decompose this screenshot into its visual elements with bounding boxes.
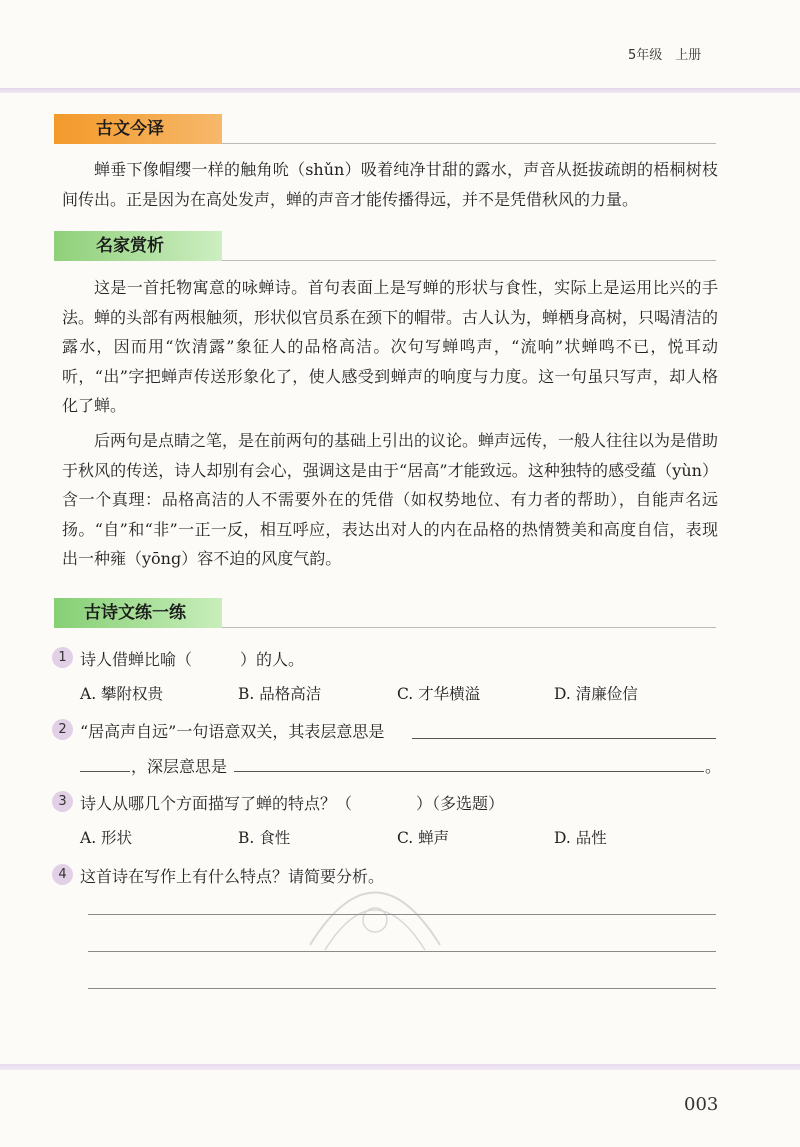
- section-title-practice: 古诗文练一练: [54, 598, 222, 628]
- question-4-text: 这首诗在写作上有什么特点？请简要分析。: [80, 867, 385, 886]
- question-number-4: 4: [52, 864, 73, 885]
- question-1-text: 诗人借蝉比喻（ ）的人。: [80, 650, 305, 669]
- q1-option-a[interactable]: A. 攀附权贵: [80, 685, 164, 703]
- q2-answer-blank-2[interactable]: [80, 771, 130, 772]
- section-header-translation: [54, 114, 716, 144]
- q4-answer-line-3[interactable]: [88, 988, 716, 989]
- bottom-divider: [0, 1064, 800, 1070]
- section-rule: [222, 627, 716, 628]
- q2-answer-blank-3[interactable]: [234, 771, 704, 772]
- top-divider: [0, 88, 800, 93]
- section-rule: [222, 260, 716, 261]
- q3-option-c[interactable]: C. 蝉声: [397, 829, 450, 847]
- question-number-3: 3: [52, 791, 73, 812]
- q2-answer-blank-1[interactable]: [412, 738, 716, 739]
- q3-option-b[interactable]: B. 食性: [238, 829, 291, 847]
- question-number-1: 1: [52, 647, 73, 668]
- appreciation-paragraph-2: 后两句是点睛之笔，是在前两句的基础上引出的议论。蝉声远传，一般人往往以为是借助于秋风的传送，诗人却别有会心，强调这是由于“居高”才能致远。这种独特的感受蕴（yùn）含一个真理：品格高洁的人不需要外在的凭借（如权势地位、有力者的帮助），自能声名远扬。“自”和“非”一正一反，相互呼应，表达出对人的内在品格的热情赞美和高度自信，表现出一种雍（yōng）容不迫的风度气韵。: [62, 431, 719, 568]
- q1-option-b[interactable]: B. 品格高洁: [238, 685, 322, 703]
- page-number: 003: [684, 1094, 719, 1115]
- q1-option-c[interactable]: C. 才华横溢: [397, 685, 481, 703]
- section-header-appreciation: [54, 231, 716, 261]
- question-2-text: “居高声自远”一句语意双关，其表层意思是: [80, 722, 385, 741]
- question-2-text-2: ，深层意思是: [131, 757, 228, 776]
- section-title-appreciation: 名家赏析: [54, 231, 222, 261]
- q3-option-d[interactable]: D. 品性: [554, 829, 607, 847]
- section-title-translation: 古文今译: [54, 114, 222, 144]
- grade-label: 5年级 上册: [628, 48, 702, 63]
- question-2-end: 。: [705, 757, 722, 776]
- q1-option-d[interactable]: D. 清廉俭信: [554, 685, 638, 703]
- q3-option-a[interactable]: A. 形状: [80, 829, 133, 847]
- watermark-seal-icon: [300, 850, 450, 970]
- translation-text: 蝉垂下像帽缨一样的触角吮（shǔn）吸着纯净甘甜的露水，声音从挺拔疏朗的梧桐树枝间传出。正是因为在高处发声，蝉的声音才能传播得远，并不是凭借秋风的力量。: [62, 160, 718, 209]
- appreciation-paragraph-1: 这是一首托物寓意的咏蝉诗。首句表面上是写蝉的形状与食性，实际上是运用比兴的手法。蝉的头部有两根触须，形状似官员系在颈下的帽带。古人认为，蝉栖身高树，只喝清洁的露水，因而用“饮清露”象征人的品格高洁。次句写蝉鸣声，“流响”状蝉鸣不已，悦耳动听，“出”字把蝉声传送形象化了，使人感受到蝉声的响度与力度。这一句虽只写声，却人格化了蝉。: [62, 278, 719, 415]
- question-number-2: 2: [52, 719, 73, 740]
- section-rule: [222, 143, 716, 144]
- question-3-text: 诗人从哪几个方面描写了蝉的特点？（ ）（多选题）: [80, 794, 505, 813]
- section-header-practice: [54, 598, 716, 628]
